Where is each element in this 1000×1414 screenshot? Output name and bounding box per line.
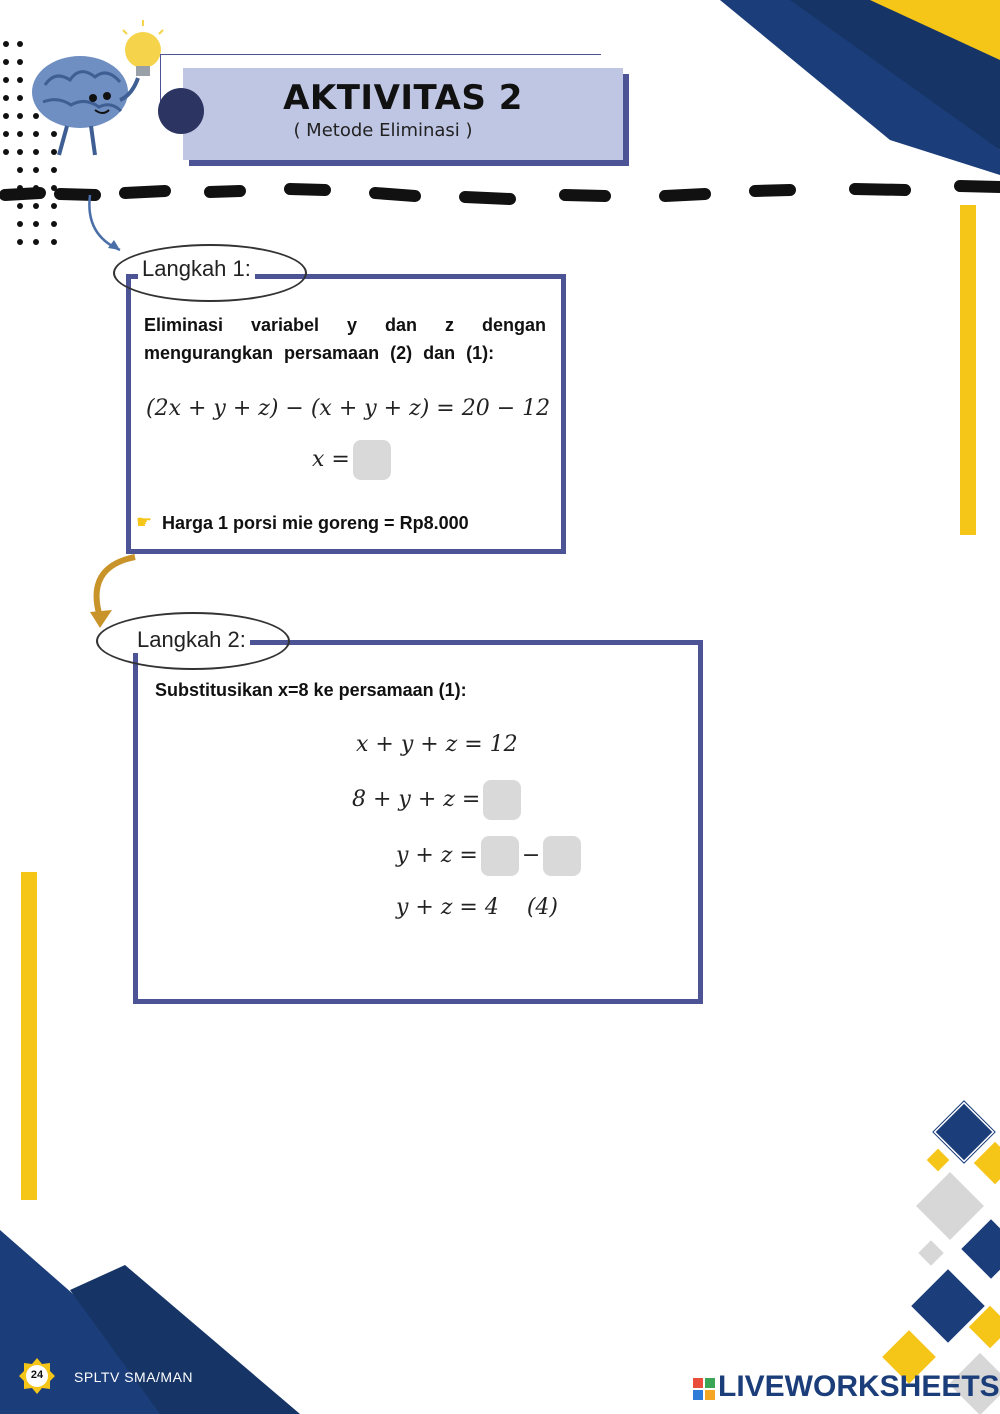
brand-logo-text[interactable]: LIVEWORKSHEETS <box>718 1370 1000 1403</box>
step2-instruction: Substitusikan x=8 ke persamaan (1): <box>155 680 467 700</box>
page-title: AKTIVITAS 2 <box>283 78 523 118</box>
diamond-decoration <box>880 1100 1000 1414</box>
step1-equation: (2x + y + z) − (x + y + z) = 20 − 12 <box>146 396 551 421</box>
step2-answer-2[interactable] <box>481 836 519 876</box>
step2-line1: x + y + z = 12 <box>356 732 518 757</box>
step1-note: Harga 1 porsi mie goreng = Rp8.000 <box>162 513 469 533</box>
step2-line3-op: − <box>521 843 541 868</box>
step2-line2-prefix: 8 + y + z = <box>352 787 481 812</box>
step2-line2 <box>352 780 524 820</box>
step2-line4: y + z = 4 (4) <box>396 895 558 920</box>
brain-mascot-icon <box>25 10 175 160</box>
arrow-icon <box>80 190 130 260</box>
dashed-divider <box>0 175 1000 215</box>
right-yellow-bar <box>960 205 976 535</box>
page-subtitle: ( Metode Eliminasi ) <box>293 120 473 141</box>
left-yellow-bar <box>21 872 37 1200</box>
step2-answer-1[interactable] <box>483 780 521 820</box>
pointing-hand-icon: ☛ <box>136 512 153 533</box>
page-number: 24 <box>30 1369 44 1381</box>
step1-label: Langkah 1: <box>138 256 255 282</box>
step1-result-prefix: x = <box>312 447 350 472</box>
step1-answer-x[interactable] <box>353 440 391 480</box>
step1-instruction: Eliminasi variabel y dan z dengan mengurangkan persamaan (2) dan (1): <box>144 315 546 363</box>
step2-label: Langkah 2: <box>133 627 250 653</box>
step2-line3 <box>396 836 584 876</box>
course-label: SPLTV SMA/MAN <box>74 1369 194 1385</box>
step2-line3-prefix: y + z = <box>396 843 478 868</box>
step2-answer-3[interactable] <box>543 836 581 876</box>
step1-result <box>312 440 394 480</box>
liveworksheets-logo-icon <box>693 1378 715 1400</box>
top-right-decoration <box>700 0 1000 200</box>
